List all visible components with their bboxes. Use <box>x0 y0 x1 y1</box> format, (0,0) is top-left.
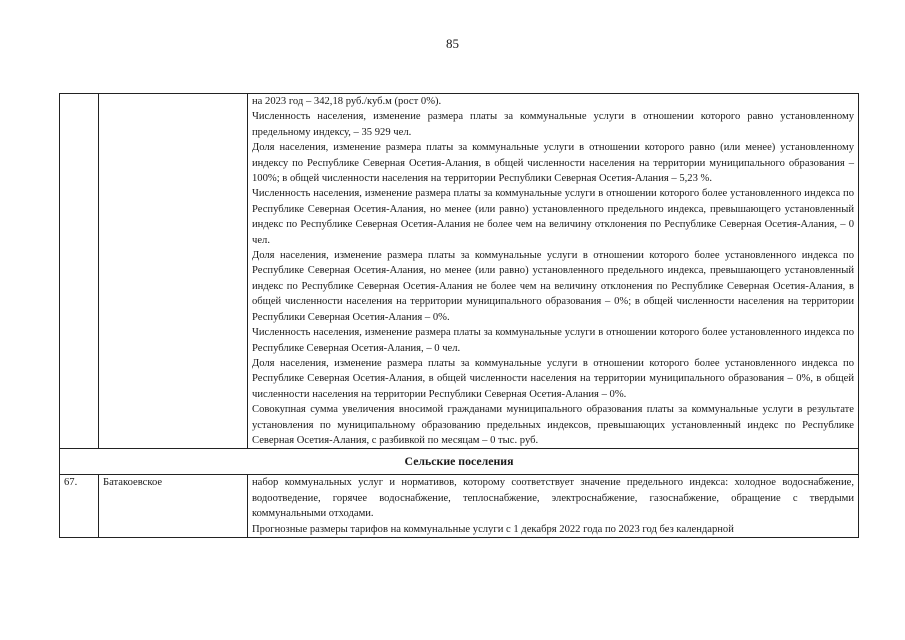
paragraph-utility-set: набор коммунальных услуг и нормативов, которому соответствует значение предельного индекса: холодное водоснабжение, водоотведение, горячее водоснабжение, теплоснабжение, электроснабжение, газоснабжение, обращение с твердыми коммунальными отходами. <box>252 477 854 520</box>
paragraph-population-equal-index: Численность населения, изменение размера платы за коммунальные услуги в отношении которого равно установленному предельному индексу, – 35 929 чел. <box>252 111 854 138</box>
paragraph-total-increase: Совокупная сумма увеличения вносимой гражданами муниципального образования платы за коммунальные услуги в результате установления по муниципальному образованию предельных индексов, превышающих установленный индекс по Республике Северная Осетия-Алания, с разбивкой по месяцам – 0 тыс. руб. <box>252 404 854 446</box>
paragraph-share-within-deviation: Доля населения, изменение размера платы за коммунальные услуги в отношении которого более установленного индекса по Республике Северная Осетия-Алания, но менее (или равно) установленного предельного индекса, превышающего установленный индекс по Республике Северная Осетия-Алания не более чем на величину отклонения по Республике Северная Осетия-Алания, в общей численности населения на территории муниципального образования – 0%; в общей численности населения на территории Республики Северная Осетия-Алания – 0%. <box>252 250 854 323</box>
paragraph-tariff-end: на 2023 год – 342,18 руб./куб.м (рост 0%). <box>252 96 442 107</box>
municipal-indices-table <box>59 93 859 538</box>
municipality-name-cell: Батакоевское <box>99 475 248 538</box>
section-header: Сельские поселения <box>60 449 859 475</box>
continuation-row <box>60 94 859 449</box>
entry-row <box>60 475 859 538</box>
page-number: 85 <box>446 36 459 51</box>
paragraph-forecast-tariffs: Прогнозные размеры тарифов на коммунальные услуги с 1 декабря 2022 года по 2023 год без календарной <box>252 523 734 535</box>
row-number-cell: 67. <box>60 475 99 538</box>
section-row <box>60 449 859 475</box>
municipality-name-cell <box>99 94 248 449</box>
description-cell <box>248 94 859 449</box>
paragraph-share-above-index: Доля населения, изменение размера платы за коммунальные услуги в отношении которого более установленного индекса по Республике Северная Осетия-Алания, в общей численности населения на территории муниципального образования – 0%, в общей численности населения на территории Республики Северная Осетия-Алания – 0%. <box>252 357 854 400</box>
paragraph-share-equal-index: Доля населения, изменение размера платы за коммунальные услуги в отношении которого равно (или менее) установленному индексу по Республике Северная Осетия-Алания, в общей численности населения на территории муниципального образования – 100%; в общей численности населения на территории Республики Северная Осетия-Алания – 5,23 %. <box>252 142 854 185</box>
paragraph-population-above-index: Численность населения, изменение размера платы за коммунальные услуги в отношении которого более установленного индекса по Республике Северная Осетия-Алания, – 0 чел. <box>252 327 854 354</box>
row-number-cell <box>60 94 99 449</box>
paragraph-population-within-deviation: Численность населения, изменение размера платы за коммунальные услуги в отношении которого более установленного индекса по Республике Северная Осетия-Алания, но менее (или равно) установленного предельного индекса, превышающего установленный индекс по Республике Северная Осетия-Алания не более чем на величину отклонения по Республике Северная Осетия-Алания, – 0 чел. <box>252 188 854 246</box>
description-cell <box>248 475 859 538</box>
